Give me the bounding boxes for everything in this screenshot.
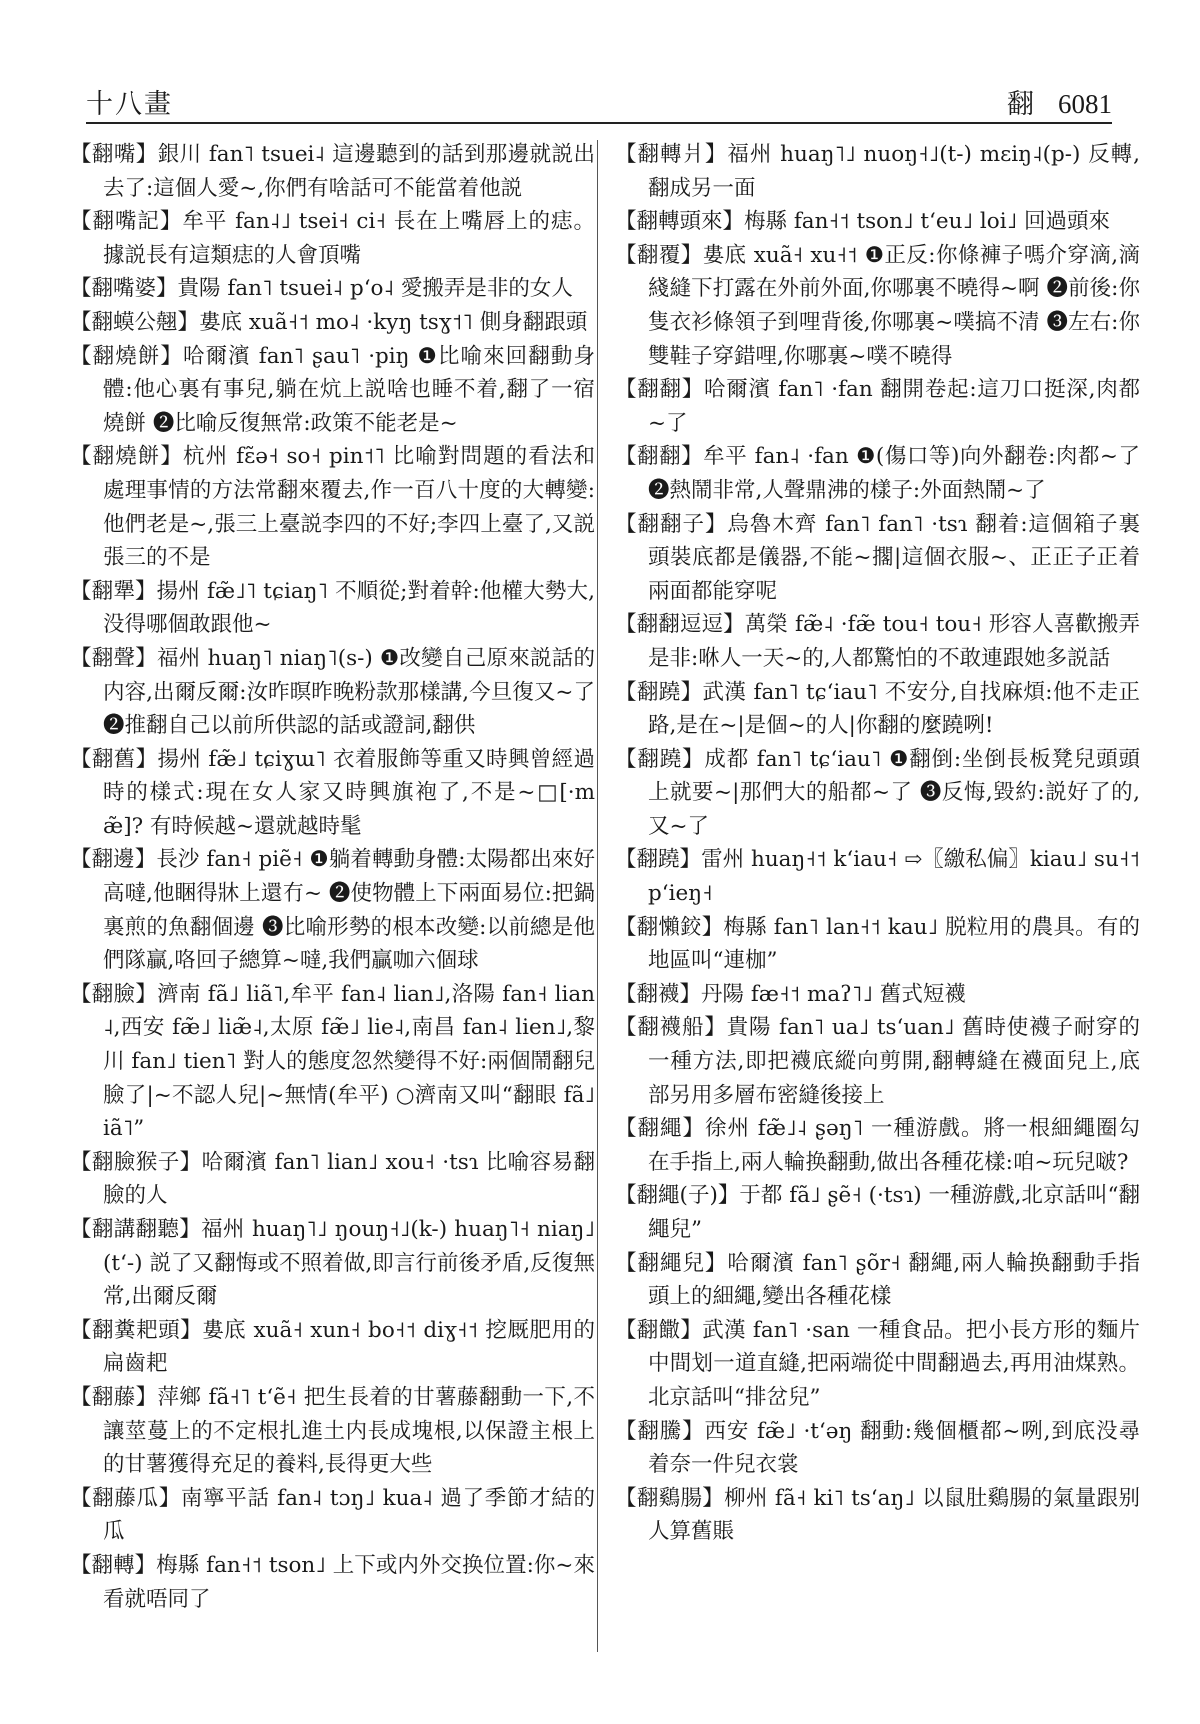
- dictionary-entry: 【翻轉爿】福州 huaŋ˥˩ nuoŋ˧˩(t-) mɛiŋ˨(p-) 反轉,翻成另一面: [615, 142, 1140, 201]
- dictionary-entry: 【翻懶鉸】梅縣 fan˥ lan˧˦ kau˩ 脱粒用的農具。有的地區叫“連枷”: [615, 914, 1140, 974]
- section-label: 十八畫: [86, 89, 173, 120]
- dictionary-entry: 【翻轉頭來】梅縣 fan˧˦ tson˩ tʻeu˩ loi˩ 回過頭來: [615, 209, 1111, 235]
- dictionary-entry: 【翻蟆公翹】婁底 xuã˧˦ mo˨ ·kyŋ tsɣ˦˥ 側身翻跟頭: [70, 309, 588, 335]
- dictionary-entry: 【翻犟】揚州 fæ̃˩˥ tɕiaŋ˥ 不順從;對着幹:他權大勢大,没得哪個敢跟他~: [70, 578, 595, 638]
- dictionary-entry: 【翻繩兒】哈爾濱 fan˥ ʂõr˧ 翻繩,兩人輪换翻動手指頭上的細繩,變出各種花樣: [615, 1250, 1140, 1310]
- dictionary-entry: 【翻臉猴子】哈爾濱 fan˥ lian˩ xou˧ ·tsɿ 比喻容易翻臉的人: [70, 1149, 595, 1209]
- dictionary-entry: 【翻轉】梅縣 fan˧˦ tson˩ 上下或内外交换位置:你~來看就唔同了: [70, 1552, 595, 1612]
- page-header: [86, 78, 1112, 124]
- dictionary-entry: 【翻燒餅】杭州 fɛ̃ə˧ so˧ pin˦˥ 比喻對問題的看法和處理事情的方法常翻來覆去,作一百八十度的大轉變:他們老是~,張三上臺説李四的不好;李四上臺了,又説張三的不是: [70, 444, 595, 571]
- dictionary-entry: 【翻襪船】貴陽 fan˥ ua˩ tsʻuan˩ 舊時使襪子耐穿的一種方法,即把襪底縱向剪開,翻轉縫在襪面兒上,底部另用多層布密縫後接上: [615, 1015, 1140, 1108]
- dictionary-entry: 【翻臉】濟南 fã˩ liã˥,牟平 fan˨ lian˩,洛陽 fan˧ lian˨,西安 fæ̃˩ liæ̃˨,太原 fæ̃˩ lie˨,南昌 fan˨ lien˩,黎川 fan˩ tien˥ 對人的態度忽然變得不好:兩個鬧翻兒臉了|~不認人兒|~無情(牟平) ○濟南又叫“翻眼 fã˩ iã˥”: [70, 981, 595, 1142]
- page-number: 6081: [1058, 89, 1112, 119]
- dictionary-entry: 【翻繩(子)】于都 fã˩ ʂẽ˧ (·tsɿ) 一種游戲,北京話叫“翻繩兒”: [615, 1183, 1140, 1242]
- dictionary-entry: 【翻舊】揚州 fæ̃˩ tɕiɣɯ˥ 衣着服飾等重又時興曾經過時的樣式:現在女人家又時興旗袍了,不是~□[·mæ̃]? 有時候越~還就越時髦: [70, 746, 595, 839]
- dictionary-entry: 【翻覆】婁底 xuã˧ xu˧˦ ❶正反:你條褲子嗎介穿滴,滴綫縫下打露在外前外面,你哪裏不曉得~啊 ❷前後:你隻衣衫條領子到哩背後,你哪裏~噗搞不清 ❸左右:你雙鞋子穿錯哩,你哪裏~噗不曉得: [615, 242, 1140, 369]
- dictionary-entry: 【翻藤】萍鄉 fã˧˥ tʻẽ˧ 把生長着的甘薯藤翻動一下,不讓莖蔓上的不定根扎進土内長成塊根,以保證主根上的甘薯獲得充足的養料,長得更大些: [70, 1384, 595, 1478]
- left-column: [70, 138, 595, 1678]
- dictionary-entry: 【翻饊】武漢 fan˥ ·san 一種食品。把小長方形的麵片中間划一道直縫,把兩端從中間翻過去,再用油煤熟。北京話叫“排岔兒”: [615, 1317, 1140, 1410]
- dictionary-entry: 【翻蹺】成都 fan˥ tɕʻiau˥ ❶翻倒:坐倒長板凳兒頭頭上就要~|那們大的船都~了 ❸反悔,毀約:説好了的,又~了: [615, 746, 1140, 839]
- dictionary-entry: 【翻聲】福州 huaŋ˥ niaŋ˥(s-) ❶改變自己原來説話的内容,出爾反爾:汝昨暝昨晚粉款那樣講,今旦復又~了 ❷推翻自己以前所供認的話或證詞,翻供: [70, 645, 595, 739]
- head-character: 翻: [1007, 89, 1034, 120]
- dictionary-entry: 【翻邊】長沙 fan˧ piẽ˧ ❶躺着轉動身體:太陽都出來好高噠,他睏得牀上還冇~ ❷使物體上下兩面易位:把鍋裏煎的魚翻個邊 ❸比喻形勢的根本改變:以前總是他們隊贏,咯回子總算~噠,我們贏咖六個球: [70, 847, 595, 974]
- column-divider: [597, 140, 598, 1652]
- dictionary-entry: 【翻翻】牟平 fan˨ ·fan ❶(傷口等)向外翻卷:肉都~了 ❷熱鬧非常,人聲鼎沸的樣子:外面熱鬧~了: [615, 444, 1140, 503]
- dictionary-entry: 【翻嘴婆】貴陽 fan˥ tsuei˨ pʻo˨ 愛搬弄是非的女人: [70, 276, 573, 302]
- header-rule: [86, 122, 1112, 124]
- dictionary-entry: 【翻藤瓜】南寧平話 fan˨ tɔŋ˩ kua˨ 過了季節才結的瓜: [70, 1485, 595, 1545]
- dictionary-entry: 【翻糞耙頭】婁底 xuã˧ xun˧ bo˧˦ diɣ˧˦ 挖厩肥用的扁齒耙: [70, 1317, 595, 1377]
- dictionary-entry: 【翻蹺】雷州 huaŋ˧˦ kʻiau˧ ⇨〖繳私偏〗kiau˩ su˧˦ pʻieŋ˧: [615, 847, 1140, 907]
- dictionary-entry: 【翻嘴】銀川 fan˥ tsuei˨ 這邊聽到的話到那邊就説出去了:這個人愛~,你們有啥話可不能當着他説: [70, 142, 595, 201]
- right-column: [615, 138, 1140, 1678]
- dictionary-entry: 【翻翻子】烏魯木齊 fan˥ fan˥ ·tsɿ 翻着:這個箱子裏頭裝底都是儀器,不能~擱|這個衣服~、正正子正着兩面都能穿呢: [615, 511, 1140, 604]
- dictionary-entry: 【翻騰】西安 fæ̃˩ ·tʻəŋ 翻動:幾個櫃都~咧,到底没尋着奈一件兒衣裳: [615, 1418, 1140, 1478]
- dictionary-entry: 【翻襪】丹陽 fæ˧˦ maʔ˥˩ 舊式短襪: [615, 981, 966, 1007]
- dictionary-entry: 【翻翻】哈爾濱 fan˥ ·fan 翻開卷起:這刀口挺深,肉都~了: [615, 377, 1140, 436]
- dictionary-entry: 【翻講翻聽】福州 huaŋ˥˩ ŋouŋ˧˩(k-) huaŋ˥˧ niaŋ˩(tʻ-) 説了又翻悔或不照着做,即言行前後矛盾,反復無常,出爾反爾: [70, 1217, 595, 1310]
- running-head: [1007, 82, 1112, 121]
- dictionary-entry: 【翻蹺】武漢 fan˥ tɕʻiau˥ 不安分,自找麻煩:他不走正路,是在~|是個~的人|你翻的麼蹺咧!: [615, 679, 1140, 739]
- dictionary-entry: 【翻鷄腸】柳州 fã˧ ki˥ tsʻaŋ˩ 以鼠肚鷄腸的氣量跟别人算舊賬: [615, 1485, 1140, 1545]
- dictionary-entry: 【翻繩】徐州 fæ̃˩˨ ʂəŋ˥ 一種游戲。將一根細繩圈勾在手指上,兩人輪换翻動,做出各種花樣:咱~玩兒啵?: [615, 1116, 1140, 1175]
- dictionary-entry: 【翻燒餅】哈爾濱 fan˥ ʂau˥ ·piŋ ❶比喻來回翻動身體:他心裏有事兒,躺在炕上説啥也睡不着,翻了一宿燒餅 ❷比喻反復無常:政策不能老是~: [70, 343, 595, 436]
- dictionary-entry: 【翻翻逗逗】萬榮 fæ̃˨ ·fæ̃ tou˧ tou˧ 形容人喜歡搬弄是非:咻人一天~的,人都驚怕的不敢連跟她多説話: [615, 612, 1140, 671]
- dictionary-entry: 【翻嘴記】牟平 fan˨˩ tsei˧ ci˧ 長在上嘴唇上的痣。據説長有這類痣的人會頂嘴: [70, 209, 595, 268]
